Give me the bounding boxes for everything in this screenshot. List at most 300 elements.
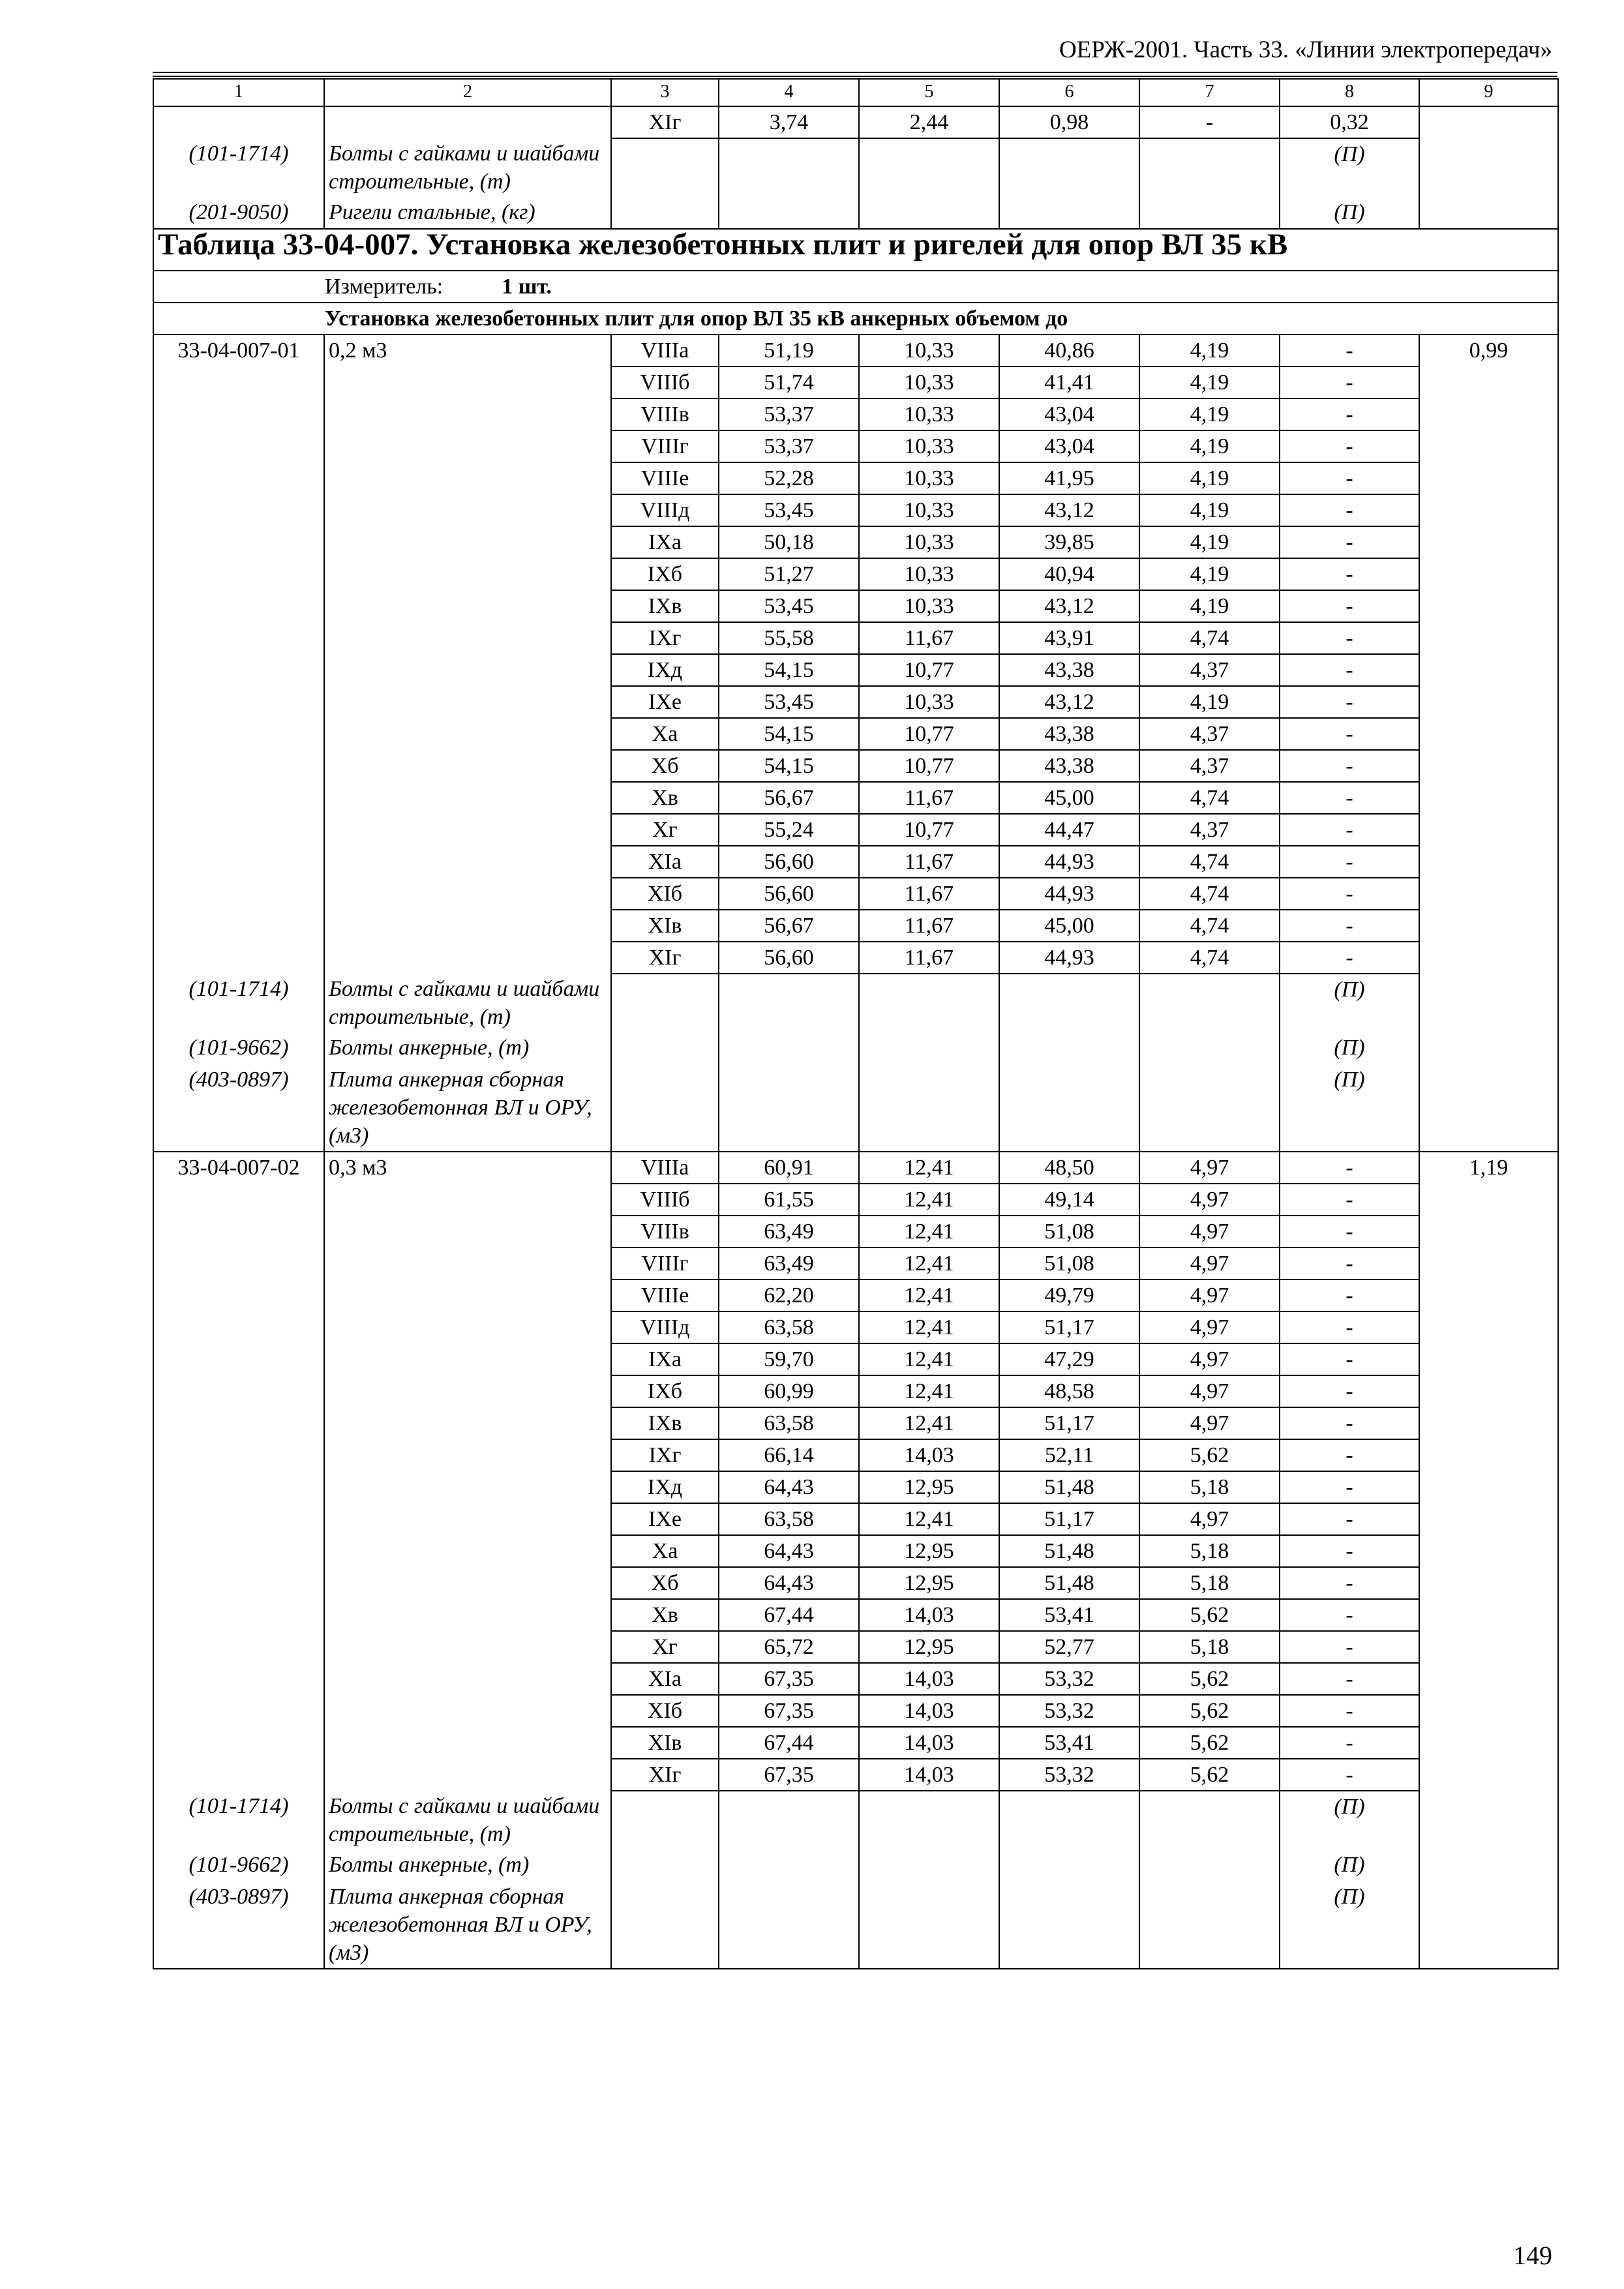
value-cell: 12,41 xyxy=(859,1311,999,1343)
value-cell: 53,41 xyxy=(999,1727,1139,1759)
code-cell xyxy=(153,1279,324,1311)
value-cell: 0,32 xyxy=(1280,106,1419,138)
coef-cell xyxy=(1419,462,1558,494)
empty-cell xyxy=(1139,1032,1280,1064)
resource-name: Плита анкерная сборная железобетонная ВЛ и ОРУ, (м3) xyxy=(324,1064,611,1152)
empty-cell xyxy=(1139,138,1280,197)
zone-cell: VIIIг xyxy=(611,1248,719,1279)
value-cell: 12,41 xyxy=(859,1279,999,1311)
column-number: 3 xyxy=(611,79,719,106)
name-cell xyxy=(324,686,611,718)
table-row xyxy=(153,1279,1558,1311)
column-numbers-row xyxy=(153,79,1558,106)
resource-row xyxy=(153,1791,1558,1849)
code-cell xyxy=(153,622,324,654)
resource-mark: (П) xyxy=(1280,974,1419,1032)
value-cell: - xyxy=(1280,1727,1419,1759)
empty-cell xyxy=(1139,1064,1280,1152)
value-cell: 4,97 xyxy=(1139,1248,1280,1279)
zone-cell: VIIIд xyxy=(611,1311,719,1343)
value-cell: 5,62 xyxy=(1139,1727,1280,1759)
value-cell: 51,27 xyxy=(719,558,859,590)
name-cell xyxy=(324,1535,611,1567)
value-cell: 67,44 xyxy=(719,1599,859,1631)
table-row xyxy=(153,1663,1558,1695)
code-cell xyxy=(153,878,324,910)
code-cell: 33-04-007-02 xyxy=(153,1152,324,1184)
value-cell: 43,12 xyxy=(999,590,1139,622)
value-cell: - xyxy=(1280,430,1419,462)
zone-cell: Xг xyxy=(611,814,719,846)
value-cell: 50,18 xyxy=(719,526,859,558)
zone-cell: IXа xyxy=(611,526,719,558)
value-cell: 53,41 xyxy=(999,1599,1139,1631)
resource-code: (101-1714) xyxy=(153,1791,324,1849)
coef-cell xyxy=(1419,1375,1558,1407)
value-cell: 12,41 xyxy=(859,1375,999,1407)
value-cell: 4,74 xyxy=(1139,910,1280,942)
value-cell: 4,97 xyxy=(1139,1343,1280,1375)
value-cell: 14,03 xyxy=(859,1759,999,1791)
coef-cell xyxy=(1419,686,1558,718)
value-cell: 5,62 xyxy=(1139,1663,1280,1695)
value-cell: 4,97 xyxy=(1139,1216,1280,1248)
value-cell: 64,43 xyxy=(719,1535,859,1567)
rates-table xyxy=(153,78,1559,1969)
value-cell: 4,74 xyxy=(1139,782,1280,814)
value-cell: - xyxy=(1280,782,1419,814)
empty-cell xyxy=(719,1849,859,1881)
value-cell: 53,45 xyxy=(719,686,859,718)
table-row xyxy=(153,1375,1558,1407)
value-cell: 10,33 xyxy=(859,686,999,718)
zone-cell: XIг xyxy=(611,942,719,974)
empty-cell xyxy=(999,138,1139,197)
name-cell xyxy=(324,558,611,590)
code-cell xyxy=(153,1695,324,1727)
coef-cell xyxy=(1419,494,1558,526)
table-row xyxy=(153,1216,1558,1248)
value-cell: - xyxy=(1280,1152,1419,1184)
value-cell: 12,95 xyxy=(859,1631,999,1663)
empty-cell xyxy=(1419,1064,1558,1152)
value-cell: 14,03 xyxy=(859,1439,999,1471)
table-row xyxy=(153,1727,1558,1759)
table-row xyxy=(153,1311,1558,1343)
zone-cell: VIIIа xyxy=(611,1152,719,1184)
value-cell: 63,58 xyxy=(719,1407,859,1439)
value-cell: - xyxy=(1280,718,1419,750)
empty-cell xyxy=(1419,1032,1558,1064)
table-row xyxy=(153,622,1558,654)
resource-row xyxy=(153,974,1558,1032)
value-cell: 14,03 xyxy=(859,1695,999,1727)
name-cell xyxy=(324,1599,611,1631)
table-row xyxy=(153,718,1558,750)
empty-cell xyxy=(1419,1849,1558,1881)
resource-name: Ригели стальные, (кг) xyxy=(324,197,611,229)
empty-cell xyxy=(611,197,719,229)
zone-cell: Xв xyxy=(611,782,719,814)
value-cell: 53,37 xyxy=(719,398,859,430)
empty-cell xyxy=(719,138,859,197)
empty-cell xyxy=(611,1064,719,1152)
resource-code: (101-9662) xyxy=(153,1032,324,1064)
value-cell: 63,49 xyxy=(719,1248,859,1279)
value-cell: 5,18 xyxy=(1139,1567,1280,1599)
empty-cell xyxy=(611,1032,719,1064)
value-cell: 10,33 xyxy=(859,590,999,622)
code-cell xyxy=(153,1248,324,1279)
value-cell: 56,67 xyxy=(719,782,859,814)
coef-cell: 0,99 xyxy=(1419,335,1558,367)
value-cell: 53,32 xyxy=(999,1695,1139,1727)
name-cell xyxy=(324,622,611,654)
coef-cell xyxy=(1419,1663,1558,1695)
page-header: ОЕРЖ-2001. Часть 33. «Линии электропередач» xyxy=(1059,37,1552,63)
subheading-cell xyxy=(153,303,1558,335)
measure-label: Измеритель: xyxy=(325,275,444,299)
table-row xyxy=(153,782,1558,814)
code-cell xyxy=(153,1631,324,1663)
name-cell xyxy=(324,1631,611,1663)
coef-cell xyxy=(1419,878,1558,910)
column-number: 9 xyxy=(1419,79,1558,106)
value-cell: 40,86 xyxy=(999,335,1139,367)
value-cell: 10,77 xyxy=(859,718,999,750)
coef-cell xyxy=(1419,1695,1558,1727)
value-cell: - xyxy=(1280,1663,1419,1695)
value-cell: 4,97 xyxy=(1139,1279,1280,1311)
resource-code: (403-0897) xyxy=(153,1064,324,1152)
coef-cell xyxy=(1419,1503,1558,1535)
value-cell: 56,60 xyxy=(719,878,859,910)
value-cell: 10,77 xyxy=(859,654,999,686)
code-cell: 33-04-007-01 xyxy=(153,335,324,367)
resource-code: (101-1714) xyxy=(153,974,324,1032)
value-cell: 52,77 xyxy=(999,1631,1139,1663)
zone-cell: IXа xyxy=(611,1343,719,1375)
coef-cell xyxy=(1419,106,1558,138)
empty-cell xyxy=(719,974,859,1032)
value-cell: - xyxy=(1280,1407,1419,1439)
name-cell xyxy=(324,106,611,138)
empty-cell xyxy=(1419,1791,1558,1849)
column-number: 4 xyxy=(719,79,859,106)
coef-cell xyxy=(1419,590,1558,622)
coef-cell xyxy=(1419,398,1558,430)
value-cell: - xyxy=(1280,846,1419,878)
value-cell: 12,41 xyxy=(859,1407,999,1439)
value-cell: 67,35 xyxy=(719,1759,859,1791)
resource-row xyxy=(153,1064,1558,1152)
coef-cell xyxy=(1419,1567,1558,1599)
value-cell: 61,55 xyxy=(719,1184,859,1216)
value-cell: 67,44 xyxy=(719,1727,859,1759)
value-cell: 10,33 xyxy=(859,398,999,430)
coef-cell: 1,19 xyxy=(1419,1152,1558,1184)
value-cell: 40,94 xyxy=(999,558,1139,590)
value-cell: 54,15 xyxy=(719,750,859,782)
code-cell xyxy=(153,1535,324,1567)
empty-cell xyxy=(719,1881,859,1969)
zone-cell: VIIIб xyxy=(611,1184,719,1216)
value-cell: 51,17 xyxy=(999,1407,1139,1439)
table-row xyxy=(153,558,1558,590)
zone-cell: XIг xyxy=(611,1759,719,1791)
value-cell: 4,74 xyxy=(1139,942,1280,974)
code-cell xyxy=(153,814,324,846)
coef-cell xyxy=(1419,1727,1558,1759)
name-cell xyxy=(324,1439,611,1471)
code-cell xyxy=(153,1184,324,1216)
value-cell: 5,62 xyxy=(1139,1695,1280,1727)
zone-cell: IXд xyxy=(611,1471,719,1503)
value-cell: 3,74 xyxy=(719,106,859,138)
name-cell xyxy=(324,1343,611,1375)
value-cell: 5,62 xyxy=(1139,1599,1280,1631)
value-cell: 4,97 xyxy=(1139,1407,1280,1439)
value-cell: 53,32 xyxy=(999,1663,1139,1695)
value-cell: 64,43 xyxy=(719,1567,859,1599)
value-cell: 10,33 xyxy=(859,462,999,494)
resource-row xyxy=(153,197,1558,229)
value-cell: - xyxy=(1280,398,1419,430)
code-cell xyxy=(153,1343,324,1375)
empty-cell xyxy=(1139,1849,1280,1881)
value-cell: 56,67 xyxy=(719,910,859,942)
table-row xyxy=(153,846,1558,878)
coef-cell xyxy=(1419,1184,1558,1216)
value-cell: 4,74 xyxy=(1139,622,1280,654)
code-cell xyxy=(153,558,324,590)
value-cell: - xyxy=(1280,1216,1419,1248)
value-cell: 53,37 xyxy=(719,430,859,462)
table-row xyxy=(153,106,1558,138)
value-cell: 11,67 xyxy=(859,622,999,654)
coef-cell xyxy=(1419,910,1558,942)
value-cell: - xyxy=(1280,1631,1419,1663)
value-cell: - xyxy=(1280,1535,1419,1567)
value-cell: 63,49 xyxy=(719,1216,859,1248)
header-rule xyxy=(153,72,1557,77)
value-cell: 4,37 xyxy=(1139,814,1280,846)
resource-row xyxy=(153,1849,1558,1881)
code-cell xyxy=(153,1503,324,1535)
value-cell: 12,41 xyxy=(859,1216,999,1248)
code-cell xyxy=(153,462,324,494)
resource-name: Болты с гайками и шайбами строительные, (т) xyxy=(324,138,611,197)
table-row xyxy=(153,494,1558,526)
value-cell: 51,08 xyxy=(999,1216,1139,1248)
resource-name: Болты с гайками и шайбами строительные, (т) xyxy=(324,1791,611,1849)
resource-mark: (П) xyxy=(1280,1791,1419,1849)
table-row xyxy=(153,335,1558,367)
empty-cell xyxy=(719,1791,859,1849)
measure-row xyxy=(153,271,1558,303)
table-row xyxy=(153,1184,1558,1216)
value-cell: 5,62 xyxy=(1139,1759,1280,1791)
table-row xyxy=(153,1567,1558,1599)
value-cell: - xyxy=(1280,590,1419,622)
value-cell: 4,97 xyxy=(1139,1184,1280,1216)
coef-cell xyxy=(1419,367,1558,398)
value-cell: 4,97 xyxy=(1139,1375,1280,1407)
coef-cell xyxy=(1419,1535,1558,1567)
resource-mark: (П) xyxy=(1280,1849,1419,1881)
value-cell: 43,12 xyxy=(999,494,1139,526)
coef-cell xyxy=(1419,622,1558,654)
zone-cell: IXе xyxy=(611,686,719,718)
table-row xyxy=(153,910,1558,942)
empty-cell xyxy=(1139,1791,1280,1849)
zone-cell: IXв xyxy=(611,1407,719,1439)
empty-cell xyxy=(999,974,1139,1032)
zone-cell: XIб xyxy=(611,1695,719,1727)
zone-cell: VIIIг xyxy=(611,430,719,462)
coef-cell xyxy=(1419,1631,1558,1663)
name-cell xyxy=(324,1311,611,1343)
zone-cell: Xв xyxy=(611,1599,719,1631)
code-cell xyxy=(153,718,324,750)
value-cell: 62,20 xyxy=(719,1279,859,1311)
subheading: Установка железобетонных плит для опор ВЛ 35 кВ анкерных объемом до xyxy=(325,307,1068,331)
empty-cell xyxy=(1419,197,1558,229)
value-cell: 67,35 xyxy=(719,1663,859,1695)
value-cell: 53,45 xyxy=(719,494,859,526)
name-cell xyxy=(324,398,611,430)
code-cell xyxy=(153,1727,324,1759)
coef-cell xyxy=(1419,654,1558,686)
resource-name: Болты с гайками и шайбами строительные, (т) xyxy=(324,974,611,1032)
coef-cell xyxy=(1419,1216,1558,1248)
zone-cell: VIIIе xyxy=(611,462,719,494)
table-row xyxy=(153,590,1558,622)
table-row xyxy=(153,1599,1558,1631)
name-cell xyxy=(324,750,611,782)
value-cell: - xyxy=(1280,1599,1419,1631)
value-cell: - xyxy=(1280,494,1419,526)
code-cell xyxy=(153,526,324,558)
value-cell: - xyxy=(1280,942,1419,974)
name-cell xyxy=(324,1184,611,1216)
empty-cell xyxy=(859,974,999,1032)
table-row xyxy=(153,526,1558,558)
value-cell: 44,93 xyxy=(999,878,1139,910)
empty-cell xyxy=(1419,974,1558,1032)
code-cell xyxy=(153,590,324,622)
empty-cell xyxy=(611,974,719,1032)
value-cell: 10,33 xyxy=(859,558,999,590)
value-cell: 43,38 xyxy=(999,654,1139,686)
column-number: 2 xyxy=(324,79,611,106)
value-cell: 44,47 xyxy=(999,814,1139,846)
empty-cell xyxy=(1139,197,1280,229)
resource-code: (101-9662) xyxy=(153,1849,324,1881)
value-cell: 51,17 xyxy=(999,1503,1139,1535)
zone-cell: XIа xyxy=(611,846,719,878)
table-row xyxy=(153,686,1558,718)
value-cell: 51,19 xyxy=(719,335,859,367)
table-row xyxy=(153,367,1558,398)
value-cell: 44,93 xyxy=(999,942,1139,974)
name-cell xyxy=(324,814,611,846)
value-cell: 66,14 xyxy=(719,1439,859,1471)
table-row xyxy=(153,1535,1558,1567)
resource-name: Плита анкерная сборная железобетонная ВЛ и ОРУ, (м3) xyxy=(324,1881,611,1969)
value-cell: 64,43 xyxy=(719,1471,859,1503)
value-cell: - xyxy=(1280,1695,1419,1727)
value-cell: 43,38 xyxy=(999,718,1139,750)
table-row xyxy=(153,398,1558,430)
zone-cell: XIа xyxy=(611,1663,719,1695)
value-cell: 45,00 xyxy=(999,910,1139,942)
empty-cell xyxy=(859,1791,999,1849)
column-number: 5 xyxy=(859,79,999,106)
table-row xyxy=(153,1407,1558,1439)
value-cell: 4,19 xyxy=(1139,494,1280,526)
resource-row xyxy=(153,1032,1558,1064)
value-cell: 12,41 xyxy=(859,1343,999,1375)
resource-mark: (П) xyxy=(1280,197,1419,229)
name-cell xyxy=(324,942,611,974)
value-cell: - xyxy=(1280,814,1419,846)
empty-cell xyxy=(859,197,999,229)
value-cell: 11,67 xyxy=(859,782,999,814)
zone-cell: IXд xyxy=(611,654,719,686)
zone-cell: VIIIе xyxy=(611,1279,719,1311)
resource-mark: (П) xyxy=(1280,1881,1419,1969)
value-cell: 55,58 xyxy=(719,622,859,654)
value-cell: 10,33 xyxy=(859,335,999,367)
name-cell xyxy=(324,1279,611,1311)
value-cell: 54,15 xyxy=(719,718,859,750)
value-cell: 4,19 xyxy=(1139,590,1280,622)
value-cell: 10,33 xyxy=(859,494,999,526)
measure-unit: 1 шт. xyxy=(502,275,552,299)
value-cell: 45,00 xyxy=(999,782,1139,814)
code-cell xyxy=(153,910,324,942)
value-cell: 67,35 xyxy=(719,1695,859,1727)
name-cell xyxy=(324,1759,611,1791)
code-cell xyxy=(153,1759,324,1791)
coef-cell xyxy=(1419,526,1558,558)
empty-cell xyxy=(859,1849,999,1881)
value-cell: 53,45 xyxy=(719,590,859,622)
value-cell: 11,67 xyxy=(859,846,999,878)
coef-cell xyxy=(1419,558,1558,590)
resource-row xyxy=(153,1881,1558,1969)
value-cell: 54,15 xyxy=(719,654,859,686)
value-cell: 52,11 xyxy=(999,1439,1139,1471)
zone-cell: VIIIа xyxy=(611,335,719,367)
table-row xyxy=(153,878,1558,910)
coef-cell xyxy=(1419,1471,1558,1503)
value-cell: 14,03 xyxy=(859,1663,999,1695)
value-cell: 51,48 xyxy=(999,1471,1139,1503)
value-cell: 5,62 xyxy=(1139,1439,1280,1471)
zone-cell: IXг xyxy=(611,1439,719,1471)
value-cell: - xyxy=(1280,462,1419,494)
resource-mark: (П) xyxy=(1280,1032,1419,1064)
value-cell: 51,08 xyxy=(999,1248,1139,1279)
name-cell xyxy=(324,1375,611,1407)
zone-cell: Xа xyxy=(611,1535,719,1567)
table-row xyxy=(153,1503,1558,1535)
value-cell: 4,37 xyxy=(1139,654,1280,686)
value-cell: 10,33 xyxy=(859,526,999,558)
value-cell: 60,99 xyxy=(719,1375,859,1407)
